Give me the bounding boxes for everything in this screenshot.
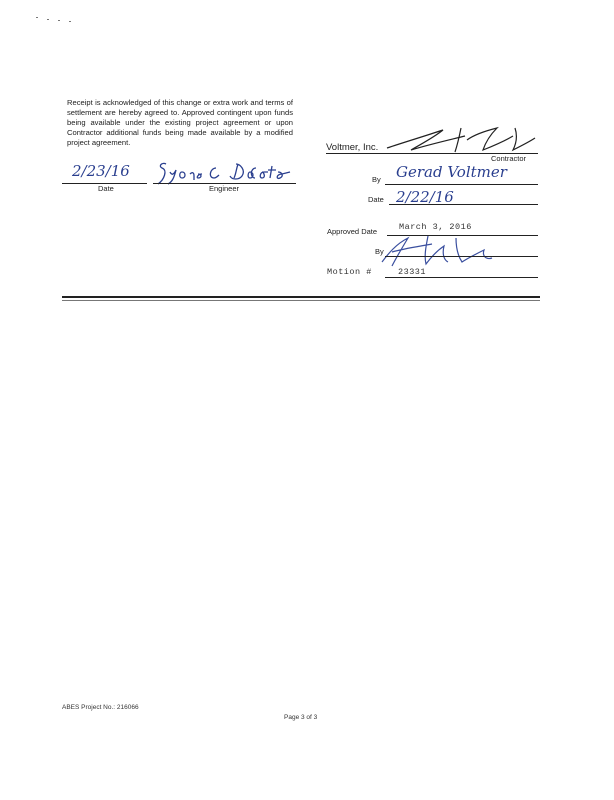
contractor-label: Contractor <box>491 154 527 163</box>
contractor-date-label: Date <box>368 195 384 204</box>
receipt-acknowledgement-text: Receipt is acknowledged of this change or extra work and terms of settlement are hereby agreed to. Approved contingent upon funds being available under the existing project agreement or upon Contractor additional funds being made available by a modified project agreement. <box>67 98 293 147</box>
contractor-signature <box>385 124 540 156</box>
scan-speck <box>69 21 71 22</box>
approved-by-signature <box>372 232 502 268</box>
contractor-by-handwritten: Gerad Voltmer <box>396 163 507 181</box>
scan-speck <box>47 19 49 20</box>
motion-line <box>385 277 538 278</box>
contractor-date-line <box>389 204 538 205</box>
section-divider-thin <box>62 300 540 301</box>
approved-by-label: By <box>375 247 384 256</box>
approved-date-label: Approved Date <box>327 227 378 236</box>
approved-by-line <box>385 256 538 257</box>
engineer-label: Engineer <box>209 184 240 193</box>
motion-value: 23331 <box>398 267 427 277</box>
motion-label: Motion # <box>327 267 372 277</box>
contractor-company-name: Voltmer, Inc. <box>326 142 379 153</box>
project-number: ABES Project No.: 216066 <box>62 704 139 711</box>
contractor-date-handwritten: 2/22/16 <box>396 188 454 206</box>
contractor-by-label: By <box>372 175 381 184</box>
engineer-date-handwritten: 2/23/16 <box>72 162 130 180</box>
section-divider <box>62 296 540 298</box>
page-number: Page 3 of 3 <box>284 714 318 721</box>
engineer-date-label: Date <box>98 184 114 193</box>
approved-date-value: March 3, 2016 <box>399 222 472 232</box>
scan-speck <box>58 20 60 21</box>
scan-speck <box>36 17 38 18</box>
contractor-by-line <box>385 184 538 185</box>
